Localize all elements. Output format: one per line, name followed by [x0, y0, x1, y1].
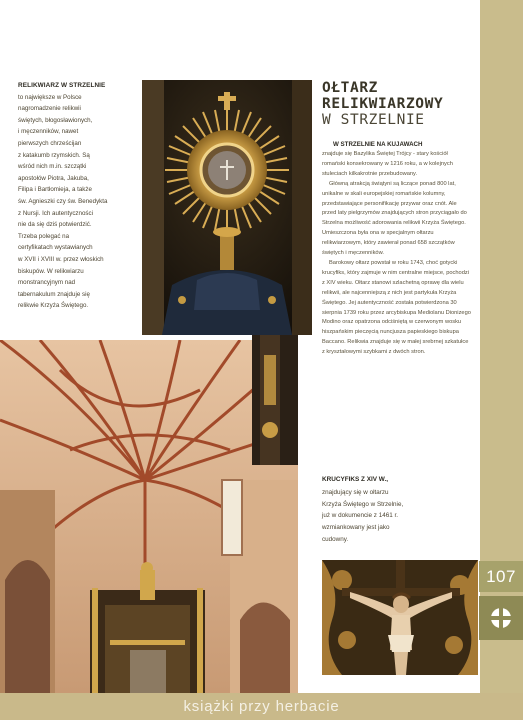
crucifix-line: wzmiankowany jest jako [322, 524, 390, 532]
reliquary-line: to największe w Polsce [18, 93, 82, 101]
article-body [322, 150, 472, 358]
crucifix-line: znajdujący się w ołtarzu [322, 489, 389, 496]
article-paragraph-1: znajduje się Bazylika Świętej Trójcy - stary kościół romański konsekrowany w 1216 roku, a w kolejnych stuleciach kilkakrotnie przebudowany. [322, 151, 453, 177]
reliquary-line: w XVII i XVIII w. przez włoskich [18, 255, 104, 263]
reliquary-line: Filipa i Bartłomieja, a także [18, 186, 92, 194]
title-line-3: W STRZELNIE [322, 112, 425, 128]
page-number: 107 [479, 561, 523, 592]
crucifix-caption [322, 487, 462, 546]
monstrance-photo [142, 80, 312, 335]
basilica-column-detail [252, 335, 298, 465]
article-paragraph-2: Główną atrakcją świątyni są liczące ponad 800 lat, unikalne w skali europejskiej romańskie kolumny, przedstawiające personifikację przywar oraz cnót. Ale przed laty pielgrzymów znajdujących stron przyciągało do Strzelna możliwość adorowania relikwii Krzyża Świętego. Umieszczona była ona w specjalnym ołtarzu relikwiarzowym, który zawierał ponad 658 szczątków świętych i męczenników. [322, 180, 467, 257]
reliquary-line: relikwie Krzyża Świętego. [18, 302, 89, 310]
article-subheading: W STRZELNIE NA KUJAWACH [333, 141, 423, 148]
reliquary-heading: RELIKWIARZ W STRZELNIE [18, 82, 106, 89]
reliquary-line: apostołów Piotra, Jakuba, [18, 174, 89, 182]
reliquary-line: nie da się dziś potwierdzić. [18, 221, 92, 229]
watermark-footer: książki przy herbacie [183, 698, 340, 715]
reliquary-line: biskupów. W relikwiarzu [18, 267, 84, 275]
title-line-1: OŁTARZ [322, 80, 378, 96]
reliquary-line: Trzeba polegać na [18, 232, 70, 240]
reliquary-line: św. Agnieszki czy św. Benedykta [18, 197, 108, 205]
crucifix-photo [322, 560, 478, 675]
article-paragraph-3: Barokowy ołtarz powstał w roku 1743, choć gotycki krucyfiks, który zajmuje w nim centralne miejsce, pochodzi z XIV wieku. Ołtarz stanowi szlachetną oprawę dla wielu relikwii, ale najcenniejszą z nich jest partykuła Krzyża Świętego. Jej autentyczność została potwierdzona 30 sierpnia 1739 roku przez arcybiskupa Mediolanu Dionizego Modino oraz opatrzona odciśniętą w czerwonym wosku hiszpańskim pieczęcią nuncjusza papieskiego biskupa Baccano. Relikwia znajduje się w małej srebrnej szkatułce z kryształowymi szybkami z dwóch stron. [322, 259, 471, 356]
crucifix-line: już w dokumencie z 1461 r. [322, 512, 398, 520]
reliquary-line: z Nursji. Ich autentyczności [18, 209, 93, 217]
reliquary-sidebar-text [18, 80, 136, 312]
reliquary-line: z katakumb rzymskich. Są [18, 151, 90, 159]
title-line-2: RELIKWIARZOWY [322, 96, 444, 112]
reliquary-line: wśród nich m.in. szczątki [18, 163, 87, 171]
reliquary-line: tabernakulum znajduje się [18, 290, 90, 298]
reliquary-line: i męczenników, nawet [18, 128, 79, 136]
cross-icon [479, 596, 523, 640]
reliquary-line: monstrancyjnym nad [18, 279, 76, 287]
reliquary-line: nagromadzenie relikwii [18, 105, 81, 113]
crucifix-heading: KRUCYFIKS Z XIV W., [322, 476, 389, 483]
reliquary-line: pierwszych chrześcijan [18, 139, 82, 147]
article-title [322, 80, 472, 128]
reliquary-line: świętych, błogosławionych, [18, 116, 93, 124]
reliquary-line: certyfikatach wystawianych [18, 244, 93, 252]
crucifix-line: cudowny. [322, 535, 349, 543]
crucifix-line: Krzyża Świętego w Strzelnie, [322, 500, 404, 508]
